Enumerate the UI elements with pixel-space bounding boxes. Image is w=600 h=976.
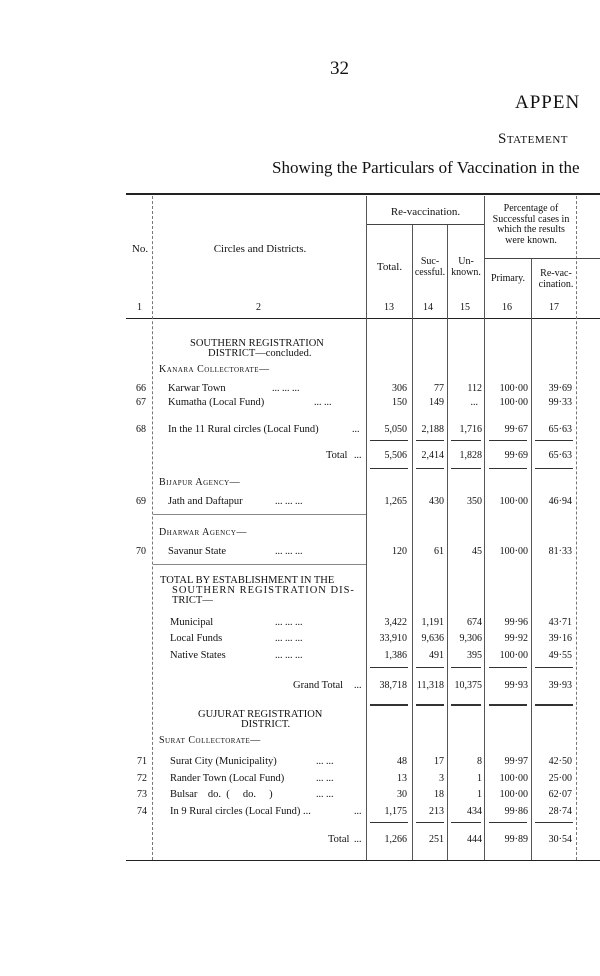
col-line <box>576 196 577 860</box>
revaccination-rule <box>367 224 484 225</box>
cell-primary: 99·93 <box>504 680 528 691</box>
cell-revac: 49·55 <box>548 650 572 661</box>
subsection-heading: Surat Collectorate— <box>159 735 261 746</box>
cell-successful: 491 <box>429 650 444 661</box>
row-no: 71 <box>137 756 147 767</box>
row-leader: ... ... ... <box>275 546 303 557</box>
cell-revac: 39·16 <box>548 633 572 644</box>
cell-primary: 100·00 <box>499 650 528 661</box>
row-name: Rander Town (Local Fund) <box>170 773 285 784</box>
cell-revac: 28·74 <box>548 806 572 817</box>
row-leader: ... ... ... <box>275 496 303 507</box>
sum-rule <box>489 704 527 706</box>
sum-rule <box>451 440 481 441</box>
cell-revac: 65·63 <box>548 424 572 435</box>
cell-revac: 81·33 <box>548 546 572 557</box>
header-total: Total. <box>376 261 403 273</box>
colnum-13: 13 <box>384 302 394 313</box>
cell-revac: 65·63 <box>548 450 572 461</box>
cell-primary: 100·00 <box>499 383 528 394</box>
header-percentage: Percentage of Successful cases in which the results were known. <box>492 203 570 246</box>
col-line <box>152 196 153 860</box>
sum-rule <box>451 704 481 706</box>
cell-successful: 430 <box>429 496 444 507</box>
cell-primary: 100·00 <box>499 773 528 784</box>
cell-revac: 62·07 <box>548 789 572 800</box>
percentage-rule <box>485 258 600 259</box>
cell-primary: 99·89 <box>504 834 528 845</box>
cell-total: 1,265 <box>384 496 407 507</box>
subsection-heading: Dharwar Agency— <box>159 527 247 538</box>
cell-revac: 30·54 <box>548 834 572 845</box>
sum-rule <box>416 822 444 823</box>
col-line <box>531 258 532 860</box>
cell-unknown: 674 <box>467 617 482 628</box>
cell-successful: 17 <box>434 756 444 767</box>
sum-rule <box>535 704 573 706</box>
sum-rule <box>416 440 444 441</box>
cell-unknown: 45 <box>472 546 482 557</box>
row-leader: ... <box>354 680 362 691</box>
row-name: In the 11 Rural circles (Local Fund) <box>168 424 319 435</box>
row-name: In 9 Rural circles (Local Fund) ... <box>170 806 311 817</box>
sum-rule <box>535 468 573 469</box>
row-leader: ... ... <box>316 789 334 800</box>
row-name: Karwar Town <box>168 383 226 394</box>
row-no: 69 <box>136 496 146 507</box>
row-leader: ... ... ... <box>275 650 303 661</box>
cell-total: 120 <box>392 546 407 557</box>
sum-rule <box>370 468 408 469</box>
sum-rule <box>451 468 481 469</box>
cell-primary: 100·00 <box>499 789 528 800</box>
cell-primary: 100·00 <box>499 397 528 408</box>
cell-successful: 3 <box>439 773 444 784</box>
row-leader: ... ... ... <box>275 633 303 644</box>
cell-primary: 99·86 <box>504 806 528 817</box>
row-no: 73 <box>137 789 147 800</box>
row-no: 74 <box>137 806 147 817</box>
row-leader: ... ... <box>316 756 334 767</box>
sum-rule <box>535 822 573 823</box>
subtitle: Showing the Particulars of Vaccination in the <box>272 158 580 177</box>
cell-unknown: 434 <box>467 806 482 817</box>
row-name: Bulsar do. ( do. ) <box>170 789 273 800</box>
colnum-14: 14 <box>423 302 433 313</box>
section-rule <box>153 514 366 515</box>
cell-total: 150 <box>392 397 407 408</box>
cell-unknown: 1,828 <box>459 450 482 461</box>
statement-heading: Statement <box>498 131 569 147</box>
cell-total: 5,506 <box>384 450 407 461</box>
sum-rule <box>370 704 408 706</box>
header-revac: Re-vac-cination. <box>538 268 574 290</box>
row-leader: ... <box>354 834 362 845</box>
sum-rule <box>416 468 444 469</box>
cell-revac: 25·00 <box>548 773 572 784</box>
colnum-17: 17 <box>549 302 559 313</box>
sum-rule <box>416 667 444 668</box>
row-leader: ... ... <box>316 773 334 784</box>
cell-primary: 99·97 <box>504 756 528 767</box>
cell-primary: 99·92 <box>504 633 528 644</box>
cell-total: 38,718 <box>379 680 407 691</box>
table-top-rule <box>126 193 600 195</box>
cell-primary: 100·00 <box>499 546 528 557</box>
cell-successful: 2,414 <box>421 450 444 461</box>
sum-rule <box>370 822 408 823</box>
row-no: 67 <box>136 397 146 408</box>
establishment-heading: TOTAL BY ESTABLISHMENT IN THE <box>160 575 335 586</box>
cell-unknown: 10,375 <box>454 680 482 691</box>
sum-rule <box>451 822 481 823</box>
sum-rule <box>370 440 408 441</box>
row-name: Municipal <box>170 617 214 628</box>
subsection-heading: Bijapur Agency— <box>159 477 241 488</box>
row-leader: ... ... ... <box>275 617 303 628</box>
total-label: Total <box>328 834 350 845</box>
header-successful: Suc-cessful. <box>414 256 446 278</box>
cell-revac: 46·94 <box>548 496 572 507</box>
establishment-heading: SOUTHERN REGISTRATION DIS- <box>172 585 355 596</box>
row-no: 70 <box>136 546 146 557</box>
appendix-title: APPEN <box>515 92 581 113</box>
header-no: No. <box>131 243 149 255</box>
cell-revac: 99·33 <box>548 397 572 408</box>
cell-revac: 39·69 <box>548 383 572 394</box>
row-name: Savanur State <box>168 546 227 557</box>
cell-primary: 99·69 <box>504 450 528 461</box>
table-bottom-rule <box>126 860 600 861</box>
colnum-15: 15 <box>460 302 470 313</box>
cell-revac: 39·93 <box>548 680 572 691</box>
sum-rule <box>489 440 527 441</box>
colnum-2: 2 <box>256 302 261 313</box>
sum-rule <box>416 704 444 706</box>
header-revaccination: Re-vaccination. <box>390 206 461 218</box>
section-subtitle: DISTRICT—concluded. <box>208 348 312 359</box>
sum-rule <box>489 822 527 823</box>
cell-unknown: 112 <box>467 383 482 394</box>
cell-successful: 61 <box>434 546 444 557</box>
cell-successful: 77 <box>434 383 444 394</box>
cell-revac: 43·71 <box>548 617 572 628</box>
section-title: SOUTHERN REGISTRATION <box>190 338 324 349</box>
cell-successful: 2,188 <box>421 424 444 435</box>
cell-successful: 11,318 <box>416 680 444 691</box>
sum-rule <box>535 667 573 668</box>
row-leader: ... <box>354 806 362 817</box>
row-leader: ... ... ... <box>272 383 300 394</box>
colnum-16: 16 <box>502 302 512 313</box>
sum-rule <box>370 667 408 668</box>
cell-total: 5,050 <box>384 424 407 435</box>
cell-successful: 18 <box>434 789 444 800</box>
cell-primary: 99·96 <box>504 617 528 628</box>
cell-primary: 99·67 <box>504 424 528 435</box>
cell-total: 30 <box>397 789 407 800</box>
section-subtitle: DISTRICT. <box>241 719 291 730</box>
row-name: Kumatha (Local Fund) <box>168 397 265 408</box>
header-bottom-rule <box>126 318 600 319</box>
row-leader: ... <box>352 424 360 435</box>
colnum-1: 1 <box>137 302 142 313</box>
row-name: Native States <box>170 650 226 661</box>
sum-rule <box>451 667 481 668</box>
cell-total: 1,175 <box>384 806 407 817</box>
section-title: GUJURAT REGISTRATION <box>198 709 323 720</box>
sum-rule <box>489 667 527 668</box>
row-name: Local Funds <box>170 633 223 644</box>
cell-successful: 251 <box>429 834 444 845</box>
section-rule <box>153 564 366 565</box>
row-name: Surat City (Municipality) <box>170 756 277 767</box>
cell-unknown: 1 <box>477 773 482 784</box>
subsection-heading: Kanara Collectorate— <box>159 364 270 375</box>
total-label: Total <box>326 450 348 461</box>
grand-total-label: Grand Total <box>293 680 344 691</box>
cell-unknown: 1,716 <box>459 424 482 435</box>
sum-rule <box>535 440 573 441</box>
cell-successful: 213 <box>429 806 444 817</box>
row-name: Jath and Daftapur <box>168 496 243 507</box>
cell-primary: 100·00 <box>499 496 528 507</box>
row-leader: ... ... <box>314 397 332 408</box>
cell-total: 306 <box>392 383 407 394</box>
cell-unknown: 350 <box>467 496 482 507</box>
cell-total: 3,422 <box>384 617 407 628</box>
cell-unknown: ... <box>470 397 478 408</box>
row-no: 68 <box>136 424 146 435</box>
header-unknown: Un-known. <box>451 256 481 278</box>
cell-successful: 9,636 <box>421 633 444 644</box>
cell-total: 1,386 <box>384 650 407 661</box>
cell-unknown: 444 <box>467 834 482 845</box>
cell-total: 33,910 <box>379 633 407 644</box>
cell-unknown: 1 <box>477 789 482 800</box>
cell-total: 13 <box>397 773 407 784</box>
cell-successful: 1,191 <box>421 617 444 628</box>
cell-unknown: 395 <box>467 650 482 661</box>
page-number: 32 <box>330 58 349 79</box>
establishment-heading: TRICT— <box>172 595 213 606</box>
cell-successful: 149 <box>429 397 444 408</box>
header-primary: Primary. <box>490 273 526 284</box>
sum-rule <box>489 468 527 469</box>
row-no: 72 <box>137 773 147 784</box>
cell-revac: 42·50 <box>548 756 572 767</box>
header-circles: Circles and Districts. <box>213 243 307 255</box>
cell-total: 1,266 <box>384 834 407 845</box>
row-leader: ... <box>354 450 362 461</box>
cell-unknown: 9,306 <box>459 633 482 644</box>
row-no: 66 <box>136 383 146 394</box>
cell-unknown: 8 <box>477 756 482 767</box>
cell-total: 48 <box>397 756 407 767</box>
